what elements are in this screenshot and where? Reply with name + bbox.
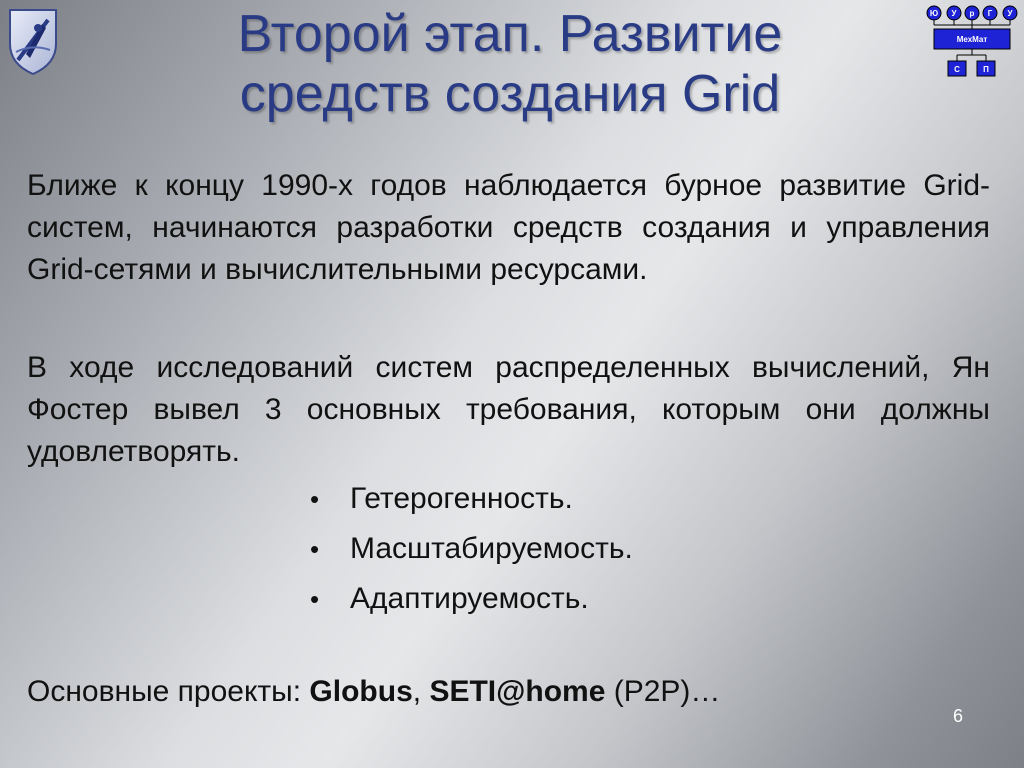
orgchart-letter-4: Г: [987, 9, 993, 18]
orgchart-bottom-letter-1: С: [954, 65, 960, 74]
projects-prefix: Основные проекты:: [27, 675, 310, 708]
paragraph-grid-development: Ближе к концу 1990-х годов наблюдается бурное развитие Grid-систем, начинаются разработки средств создания и управления Grid-сетями и вычислительными ресурсами.: [27, 169, 990, 286]
orgchart-bottom-letter-2: П: [983, 65, 989, 74]
projects-suffix: (P2P)…: [605, 675, 721, 708]
bullet-icon: •: [310, 484, 320, 514]
paragraph-foster-requirements: В ходе исследований систем распределенных вычислений, Ян Фостер вывел 3 основных требования, которым они должны удовлетворять.: [27, 351, 990, 468]
bullet-icon: •: [310, 584, 320, 614]
orgchart-center-label: МехМат: [956, 35, 988, 44]
university-logo-icon: [2, 4, 64, 76]
list-item: [310, 577, 633, 627]
main-projects-line: [27, 671, 720, 713]
slide-page-number: 6: [952, 706, 963, 726]
list-item-label: Адаптируемость.: [350, 582, 589, 615]
slide-title-line2: средств создания Grid: [239, 65, 781, 123]
orgchart-letter-5: У: [1007, 9, 1013, 18]
list-item: [310, 477, 633, 527]
orgchart-letter-2: У: [951, 9, 957, 18]
orgchart-letter-3: р: [969, 9, 975, 18]
project-globus: Globus: [309, 675, 413, 708]
list-item-label: Гетерогенность.: [350, 482, 573, 515]
requirements-list: [310, 477, 633, 627]
orgchart-letter-1: Ю: [929, 9, 939, 18]
slide-title: [150, 4, 870, 124]
slide-title-line1: Второй этап. Развитие: [237, 5, 783, 63]
list-item: [310, 527, 633, 577]
projects-separator: ,: [412, 675, 430, 708]
bullet-icon: •: [310, 534, 320, 564]
list-item-label: Масштабируемость.: [350, 532, 633, 565]
project-seti-home: SETI@home: [429, 675, 606, 708]
faculty-orgchart-icon: [924, 3, 1020, 77]
